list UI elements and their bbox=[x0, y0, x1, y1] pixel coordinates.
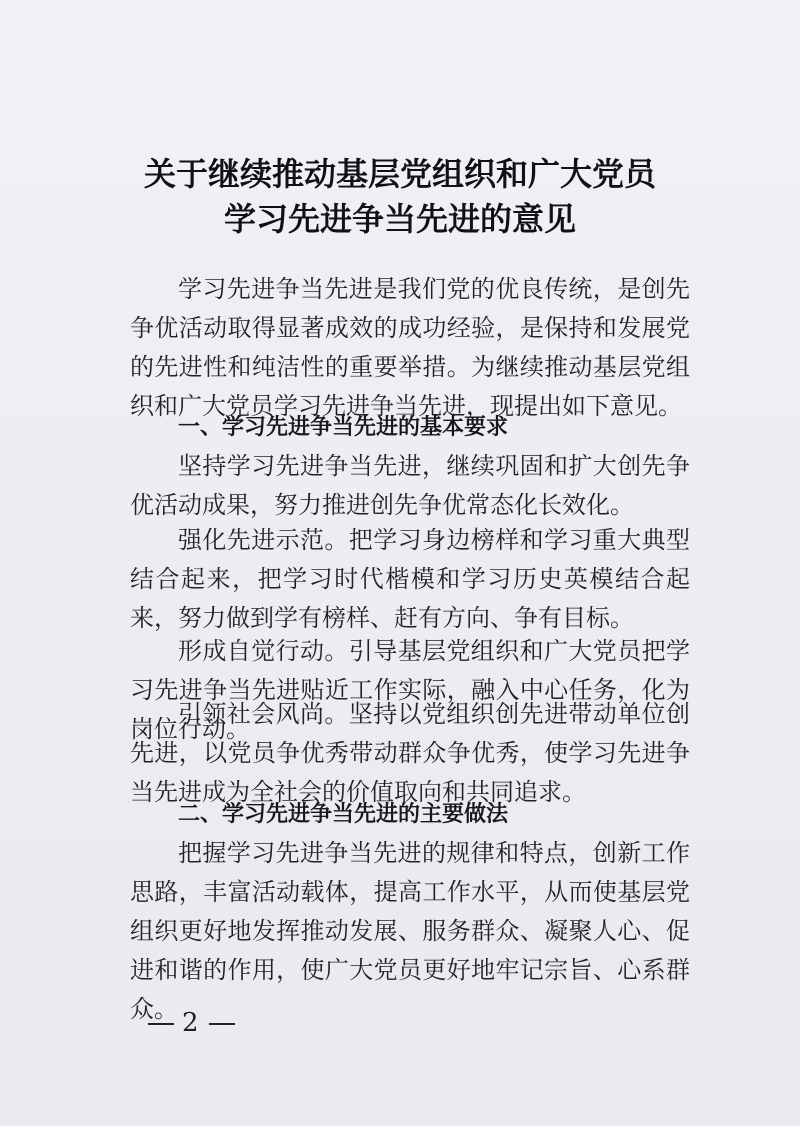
intro-paragraph: 学习先进争当先进是我们党的优良传统，是创先争优活动取得显著成效的成功经验，是保持和发展党的先进性和纯洁性的重要举措。为继续推动基层党组织和广大党员学习先进争当先进，现提出如下意见。 bbox=[130, 275, 690, 420]
document-title-line-2: 学习先进争当先进的意见 bbox=[223, 200, 576, 238]
section-1-paragraph-1: 坚持学习先进争当先进，继续巩固和扩大创先争优活动成果，努力推进创先争优常态化长效化。 bbox=[130, 452, 690, 519]
document-title-line-1: 关于继续推动基层党组织和广大党员 bbox=[143, 155, 656, 193]
section-2-paragraph-1: 把握学习先进争当先进的规律和特点，创新工作思路，丰富活动载体，提高工作水平，从而使基层党组织更好地发挥推动发展、服务群众、凝聚人心、促进和谐的作用，使广大党员更好地牢记宗旨、心系群众。 bbox=[130, 839, 690, 1023]
page-number bbox=[140, 1008, 243, 1038]
section-1-heading: 一、学习先进争当先进的基本要求 bbox=[178, 415, 509, 440]
section-1-paragraph-3: 形成自觉行动。引导基层党组织和广大党员把学习先进争当先进贴近工作实际，融入中心任务，化为岗位行动。 bbox=[130, 637, 690, 743]
page-number-right-dash bbox=[209, 1023, 235, 1025]
page-number-left-dash bbox=[148, 1023, 174, 1025]
section-1-paragraph-2: 强化先进示范。把学习身边榜样和学习重大典型结合起来，把学习时代楷模和学习历史英模结合起来，努力做到学有榜样、赶有方向、争有目标。 bbox=[130, 526, 690, 632]
section-2-heading: 二、学习先进争当先进的主要做法 bbox=[178, 802, 509, 827]
section-1-paragraph-4: 引领社会风尚。坚持以党组织创先进带动单位创先进，以党员争优秀带动群众争优秀，使学习先进争当先进成为全社会的价值取向和共同追求。 bbox=[130, 700, 690, 806]
page-number-value: 2 bbox=[182, 1008, 201, 1038]
